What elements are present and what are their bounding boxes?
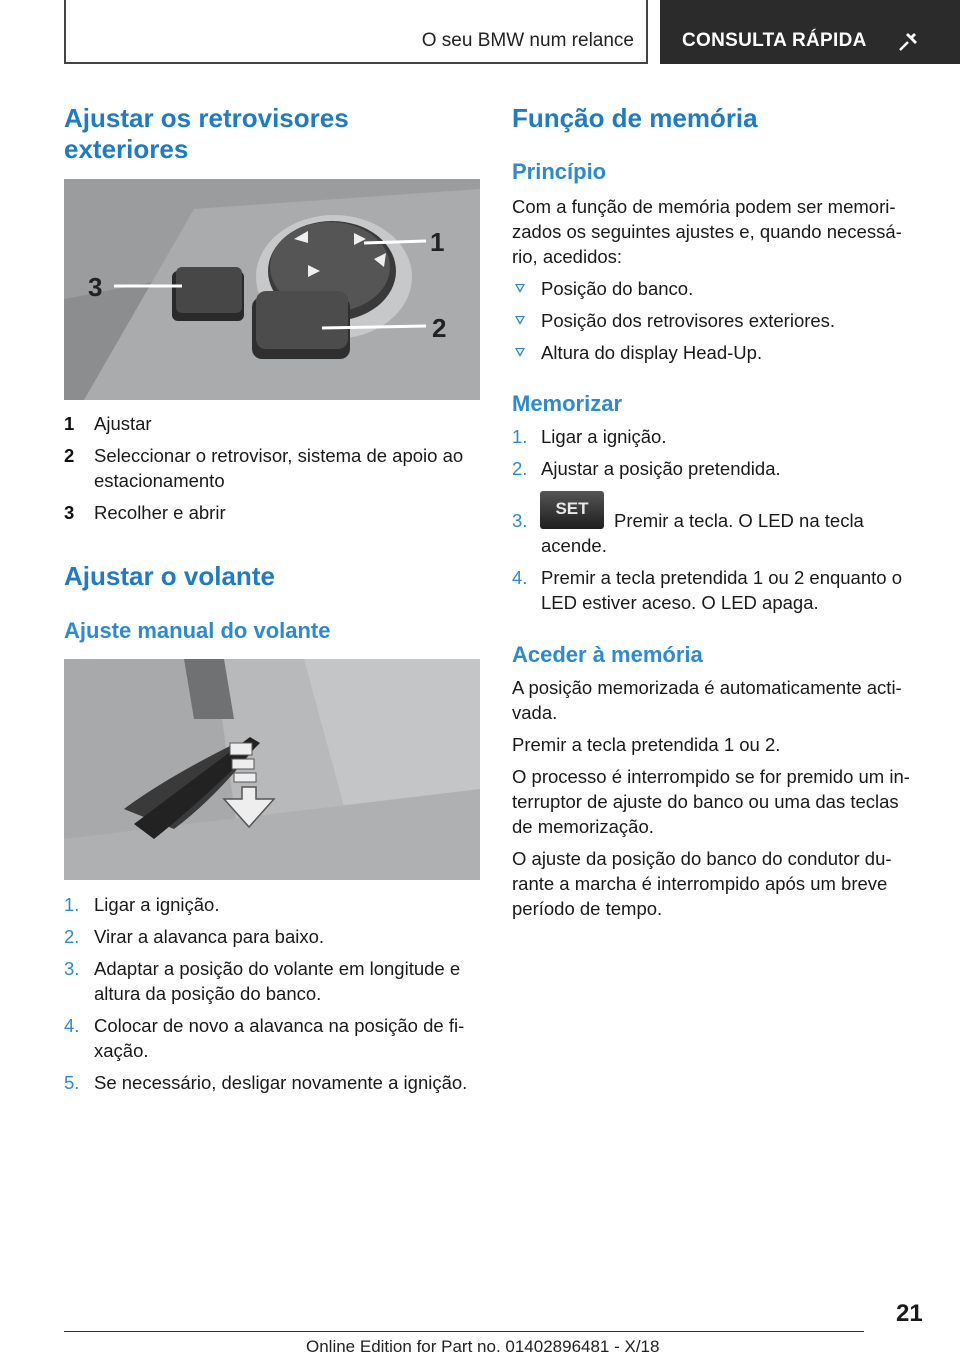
set-key-icon bbox=[540, 491, 604, 529]
mirror-item-text: Ajustar bbox=[94, 413, 152, 434]
recall-text: de memorização. bbox=[512, 816, 654, 837]
header-chapter-tab bbox=[660, 0, 960, 64]
recall-text: Premir a tecla pretendida 1 ou 2. bbox=[512, 734, 781, 755]
recall-text: terruptor de ajuste do banco ou uma das teclas bbox=[512, 791, 899, 812]
mirror-item-number: 2 bbox=[64, 445, 75, 466]
mirror-item-text: Seleccionar o retrovisor, sistema de apoio ao bbox=[94, 445, 464, 466]
steering-step-text: Virar a alavanca para baixo. bbox=[94, 926, 325, 947]
mirror-heading-line1: Ajustar os retrovisores bbox=[64, 103, 349, 133]
steering-step-number: 4. bbox=[64, 1015, 80, 1036]
steering-step-number: 2. bbox=[64, 926, 80, 947]
mirror-item-text: Recolher e abrir bbox=[94, 502, 226, 523]
bullet-triangle-icon bbox=[515, 284, 525, 293]
steering-step-text: Ligar a ignição. bbox=[94, 894, 220, 915]
steering-step-number: 1. bbox=[64, 894, 80, 915]
header-section-label: O seu BMW num relance bbox=[421, 30, 634, 51]
steering-step-number: 3. bbox=[64, 958, 80, 979]
steering-heading: Ajustar o volante bbox=[64, 561, 275, 591]
principle-text: rio, acedidos: bbox=[512, 246, 623, 267]
recall-text: período de tempo. bbox=[512, 898, 663, 919]
figure-label-3: 3 bbox=[88, 272, 103, 302]
footer-edition: Online Edition for Part no. 01402896481 - X/18 bbox=[306, 1337, 660, 1356]
bullet-triangle-icon bbox=[515, 348, 525, 357]
memorize-heading: Memorizar bbox=[512, 391, 623, 416]
memorize-step-number: 4. bbox=[512, 567, 528, 588]
steering-lever-figure bbox=[64, 659, 480, 880]
steering-step-text: Se necessário, desligar novamente a ignição. bbox=[94, 1072, 468, 1093]
mirror-item-text: estacionamento bbox=[94, 470, 225, 491]
steering-step-text: altura da posição do banco. bbox=[94, 983, 322, 1004]
steering-step-text: xação. bbox=[94, 1040, 149, 1061]
memorize-step-text: LED estiver aceso. O LED apaga. bbox=[541, 592, 819, 613]
header-chapter-label: CONSULTA RÁPIDA bbox=[682, 30, 867, 51]
steering-step-number: 5. bbox=[64, 1072, 80, 1093]
recall-text: vada. bbox=[512, 702, 558, 723]
principle-text: Com a função de memória podem ser memori- bbox=[512, 196, 896, 217]
memorize-step-number: 1. bbox=[512, 426, 528, 447]
footer-divider bbox=[64, 1331, 864, 1332]
figure-label-2: 2 bbox=[432, 313, 447, 343]
mirror-heading-line2: exteriores bbox=[64, 134, 189, 164]
principle-bullet: Altura do display Head-Up. bbox=[541, 342, 763, 363]
steering-step-text: Colocar de novo a alavanca na posição de fi- bbox=[94, 1015, 465, 1036]
principle-bullet: Posição dos retrovisores exteriores. bbox=[541, 310, 836, 331]
mirror-item-number: 3 bbox=[64, 502, 75, 523]
memorize-step-text: Premir a tecla. O LED na tecla bbox=[614, 510, 864, 531]
steering-step-text: Adaptar a posição do volante em longitude e bbox=[94, 958, 461, 979]
principle-bullet: Posição do banco. bbox=[541, 278, 694, 299]
mirror-item-number: 1 bbox=[64, 413, 75, 434]
principle-heading: Princípio bbox=[512, 159, 607, 184]
page-number: 21 bbox=[896, 1300, 923, 1327]
pin-icon bbox=[894, 26, 924, 56]
memorize-step-text: Ajustar a posição pretendida. bbox=[541, 458, 781, 479]
principle-text: zados os seguintes ajustes e, quando necessá- bbox=[512, 221, 902, 242]
memorize-step-number: 2. bbox=[512, 458, 528, 479]
bullet-triangle-icon bbox=[515, 316, 525, 325]
recall-heading: Aceder à memória bbox=[512, 642, 703, 667]
mirror-controls-figure bbox=[64, 179, 480, 400]
memorize-step-text: Ligar a ignição. bbox=[541, 426, 667, 447]
header-section-tab bbox=[64, 0, 648, 64]
steering-subheading: Ajuste manual do volante bbox=[64, 618, 331, 643]
recall-text: O ajuste da posição do banco do condutor du- bbox=[512, 848, 892, 869]
set-key-label: SET bbox=[555, 499, 589, 518]
recall-text: A posição memorizada é automaticamente acti- bbox=[512, 677, 902, 698]
memory-heading: Função de memória bbox=[512, 103, 758, 133]
figure-label-1: 1 bbox=[430, 227, 445, 257]
recall-text: rante a marcha é interrompido após um breve bbox=[512, 873, 888, 894]
memorize-step-number: 3. bbox=[512, 510, 528, 531]
memorize-step-text: Premir a tecla pretendida 1 ou 2 enquanto o bbox=[541, 567, 902, 588]
memorize-step-text: acende. bbox=[541, 535, 607, 556]
recall-text: O processo é interrompido se for premido um in- bbox=[512, 766, 910, 787]
